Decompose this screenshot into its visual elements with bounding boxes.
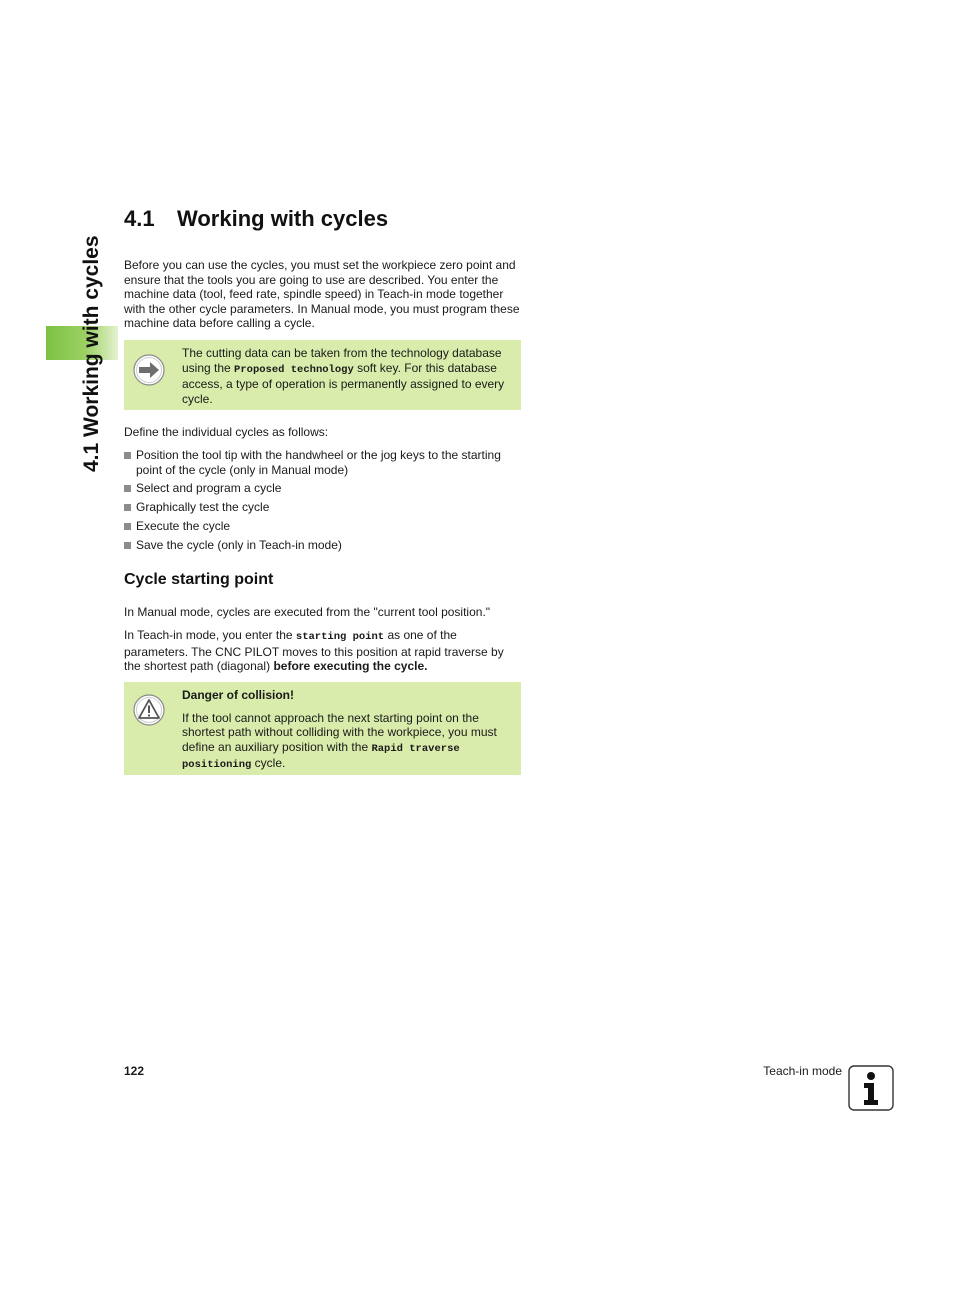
list-item: Execute the cycle — [124, 519, 524, 534]
bullet-square-icon — [124, 452, 131, 459]
manual-mode-paragraph: In Manual mode, cycles are executed from the "current tool position." — [124, 605, 491, 619]
define-intro: Define the individual cycles as follows: — [124, 425, 329, 439]
warning-note — [124, 682, 521, 775]
teach-mode-emphasis: before executing the cycle. — [273, 659, 428, 673]
arrow-right-icon — [133, 354, 165, 386]
section-number: 4.1 — [124, 206, 155, 231]
list-item: Save the cycle (only in Teach-in mode) — [124, 538, 524, 553]
warning-triangle-icon — [133, 694, 165, 726]
side-section-title-text: 4.1 Working with cycles — [80, 235, 103, 472]
page-title — [124, 206, 388, 232]
list-item: Position the tool tip with the handwheel or the jog keys to the starting point of the cycle (only in Manual mode) — [124, 448, 524, 477]
steps-list — [124, 448, 524, 556]
side-section-title — [72, 212, 112, 472]
intro-paragraph: Before you can use the cycles, you must set the workpiece zero point and ensure that the tools you are going to use are described. You enter the machine data (tool, feed rate, spindle speed) in Teach-in mode together with the other cycle parameters. In Manual mode, you must program these machine data before calling a cycle. — [124, 258, 520, 330]
info-note-text-after: soft key. For this database access, a type of operation is permanently assigned to every cycle. — [182, 360, 505, 406]
warning-text: If the tool cannot approach the next starting point on the shortest path without colliding with the workpiece, you must define an auxiliary position with the Rapid traverse positioning cycle. — [182, 710, 497, 771]
subsection-title: Cycle starting point — [124, 571, 274, 588]
footer-chapter-title: Teach-in mode — [763, 1064, 842, 1078]
bullet-square-icon — [124, 542, 131, 549]
bullet-square-icon — [124, 504, 131, 511]
starting-point-parameter: starting point — [295, 631, 385, 643]
section-title: Working with cycles — [177, 206, 389, 231]
page-number: 122 — [124, 1064, 145, 1078]
teach-mode-paragraph: In Teach-in mode, you enter the starting point as one of the parameters. The CNC PILOT moves to this position at rapid traverse by the shortest path (diagonal) before executing the cycle. — [124, 628, 504, 673]
rapid-traverse-positioning-cycle: Rapid traverse positioning — [182, 742, 460, 771]
info-icon — [848, 1065, 894, 1111]
list-item: Graphically test the cycle — [124, 500, 524, 515]
warning-note-body — [182, 688, 512, 773]
list-item: Select and program a cycle — [124, 481, 524, 496]
proposed-technology-softkey: Proposed technology — [234, 363, 354, 376]
info-note-text-before: The cutting data can be taken from the technology database using the — [182, 346, 502, 375]
bullet-square-icon — [124, 485, 131, 492]
warning-title: Danger of collision! — [182, 688, 295, 702]
info-note-text — [182, 346, 512, 406]
bullet-square-icon — [124, 523, 131, 530]
info-note — [124, 340, 521, 410]
